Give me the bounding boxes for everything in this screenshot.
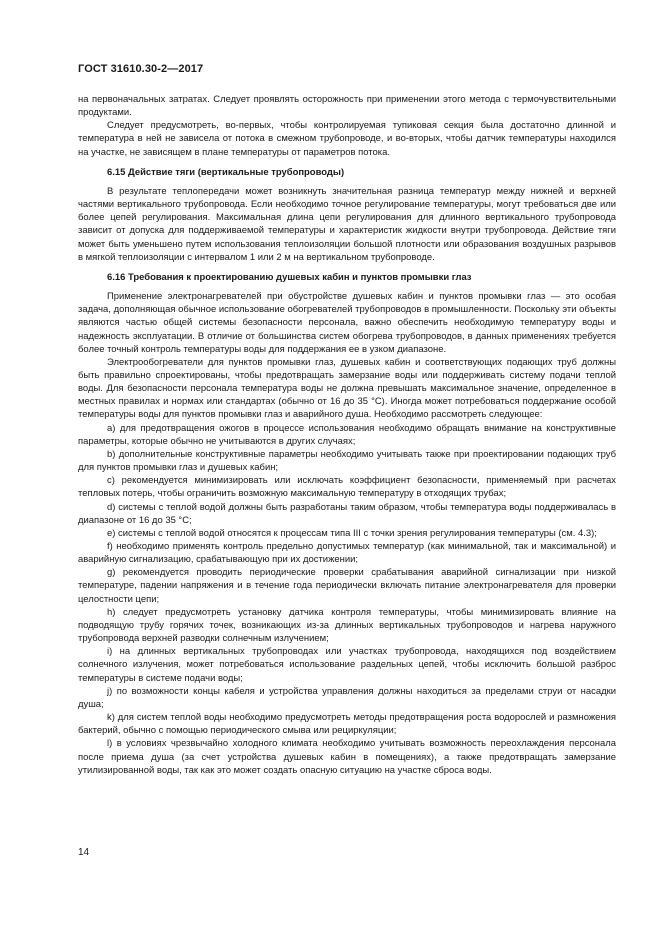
- list-item-d: d) системы с теплой водой должны быть разработаны таким образом, чтобы температура воды поддерживалась в диапазоне от 16 до 35 °С;: [78, 501, 616, 526]
- list-item-g: g) рекомендуется проводить периодические проверки срабатывания аварийной сигнализации при низкой температуре, падении напряжения и в течение года периодически включать питание электронагревателя для проверки целостности цепи;: [78, 567, 616, 605]
- document-body: [78, 93, 616, 777]
- list-item-b: b) дополнительные конструктивные параметры необходимо учитывать также при проектировании подающих труб для пунктов промывки глаз и душевых кабин;: [78, 448, 616, 474]
- list-item-c: c) рекомендуется минимизировать или исключать коэффициент безопасности, применяемый при расчетах тепловых потерь, чтобы ограничить возможную максимальную температуру в отходящих трубах;: [78, 475, 616, 500]
- list-item-h: h) следует предусмотреть установку датчика контроля температуры, чтобы минимизировать влияние на подводящую трубу горячих точек, возникающих из-за длинных вертикальных трубопроводов и нагрева наружного трубопровода верхней разводки солнечным излучением;: [78, 606, 616, 645]
- list-item-i: i) на длинных вертикальных трубопроводах или участках трубопровода, находящихся под воздействием солнечного излучения, может потребоваться использование раздельных цепей, чтобы исключить большой разброс температуры в системе подачи воды;: [78, 646, 616, 684]
- paragraph: В результате теплопередачи может возникнуть значительная разница температур между нижней и верхней частями вертикального трубопровода. Если необходимо точное регулирование температуры, могут требоваться две или более цепей регулирования. Максимальная длина цепи регулирования для длинного вертикального трубопровода зависит от допуска для поддерживаемой температуры и характеристик жидкости внутри трубопровода. Действие тяги может быть уменьшено путем использования теплоизоляции большой плотности или образования воздушных разрывов в мягкой теплоизоляции с интервалом 1 или 2 м на вертикальном трубопроводе.: [78, 185, 616, 263]
- list-item-k: k) для систем теплой воды необходимо предусмотреть методы предотвращения роста водорослей и размножения бактерий, обычно с помощью периодического смыва или рециркуляции;: [78, 712, 616, 737]
- paragraph: Электрообогреватели для пунктов промывки глаз, душевых кабин и соответствующих подающих труб должны быть правильно спроектированы, чтобы предотвращать замерзание воды или поддерживать систему подачи теплой воды. Для безопасности персонала температура воды не должна превышать максимальное значение, определенное в местных правилах и нормах или стандартах (обычно от 16 до 35 °С). Иногда может потребоваться поддержание особой температуры воды для пунктов промывки глаз и аварийного душа. Необходимо рассмотреть следующее:: [78, 356, 616, 421]
- document-header: ГОСТ 31610.30-2—2017: [78, 63, 204, 75]
- paragraph: Применение электронагревателей при обустройстве душевых кабин и пунктов промывки глаз — это особая задача, дополняющая обычное использование обогревателей трубопроводов в промышленности. Поскольку эти объекты являются частью общей системы безопасности персонала, важно обеспечить необходимую температуру воды и надежность эксплуатации. В отличие от большинства систем обогрева трубопроводов, в данных применениях требуется более точный контроль температуры воды для поддержания ее в узком диапазоне.: [78, 291, 616, 355]
- list-item-a: a) для предотвращения ожогов в процессе использования необходимо обращать внимание на конструктивные параметры, которые обычно не учитываются в других случаях;: [78, 422, 616, 447]
- paragraph-continuation: на первоначальных затратах. Следует проявлять осторожность при применении этого метода с термочувствительными продуктами.: [78, 94, 616, 119]
- page-number: 14: [78, 847, 90, 858]
- list-item-e: e) системы с теплой водой относятся к процессам типа III с точки зрения регулирования температуры (см. 4.3);: [107, 527, 597, 539]
- section-heading-6-16: 6.16 Требования к проектированию душевых кабин и пунктов промывки глаз: [107, 271, 472, 283]
- section-heading-6-15: 6.15 Действие тяги (вертикальные трубопроводы): [107, 166, 345, 178]
- list-item-l: l) в условиях чрезвычайно холодного климата необходимо учитывать возможность переохлаждения персонала после приема душа (за счет устройства душевых кабин в помещениях), а также предотвращать замерзание утилизированной воды, так как это может создать опасную ситуацию на участке сброса воды.: [78, 738, 616, 776]
- paragraph: Следует предусмотреть, во-первых, чтобы контролируемая тупиковая секция была достаточно длинной и температура в ней не зависела от потока в смежном трубопроводе, и во-вторых, чтобы датчик температуры находился на участке, не зависящем в плане температуры от параметров потока.: [78, 120, 616, 158]
- list-item-f: f) необходимо применять контроль предельно допустимых температур (как минимальной, так и максимальной) и аварийную сигнализацию, срабатывающую при их достижении;: [78, 541, 616, 566]
- list-item-j: j) по возможности концы кабеля и устройства управления должны находиться за пределами струи от насадки душа;: [78, 685, 616, 710]
